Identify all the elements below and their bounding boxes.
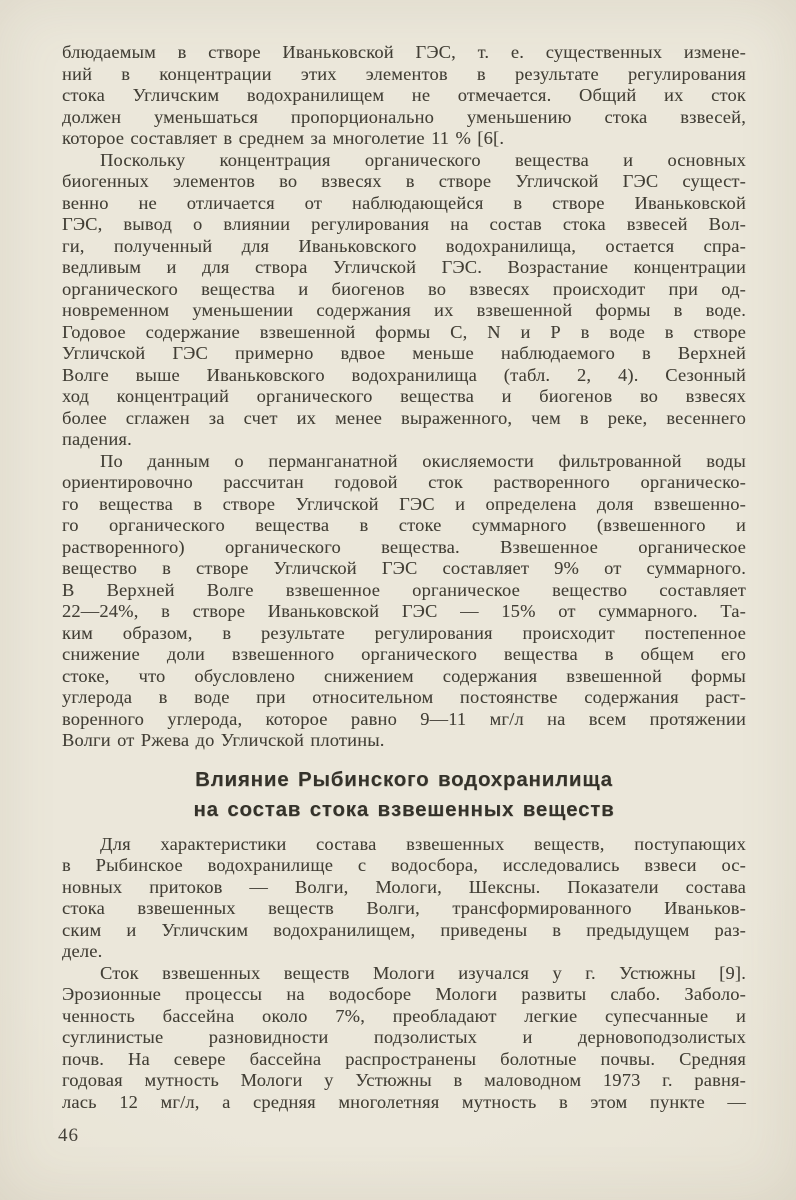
paragraph <box>62 834 746 963</box>
text-line: стоке, что обусловлено снижением содержания взвешенной формы <box>62 665 746 686</box>
text-line: 22—24%, в створе Иваньковской ГЭС — 15% от суммарного. Та- <box>62 601 746 621</box>
text-line: Угличской ГЭС примерно вдвое меньше наблюдаемого в Верхней <box>62 343 746 363</box>
text-line: лась 12 мг/л, а средняя многолетняя мутность в этом пункте — <box>62 1091 746 1112</box>
text-line: Годовое содержание взвешенной формы С, N и Р в воде в створе <box>62 321 746 342</box>
text-line: ориентировочно рассчитан годовой сток растворенного органическо- <box>62 472 746 492</box>
text-line: Сток взвешенных веществ Мологи изучался у г. Устюжны [9]. <box>100 962 746 983</box>
text-block <box>62 42 746 1113</box>
text-line: падения. <box>62 429 132 449</box>
paragraph <box>62 451 746 752</box>
text-line: ким образом, в результате регулирования происходит постепенное <box>62 622 746 643</box>
text-line: должен уменьшаться пропорционально уменьшению стока взвесей, <box>62 106 746 127</box>
text-line: Волги от Ржева до Угличской плотины. <box>62 730 385 750</box>
text-line: ход концентраций органического вещества и биогенов во взвесях <box>62 386 746 406</box>
heading-line: Влияние Рыбинского водохранилища <box>195 767 613 791</box>
text-line: ведливым и для створа Угличской ГЭС. Возрастание концентрации <box>62 257 746 277</box>
text-line: вещество в створе Угличской ГЭС составляет 9% от суммарного. <box>62 558 746 578</box>
text-line: новременном уменьшении содержания их взвешенной формы в воде. <box>62 300 746 320</box>
text-line: ским и Угличским водохранилищем, приведены в предыдущем раз- <box>62 919 746 940</box>
paragraph <box>62 963 746 1114</box>
page-number: 46 <box>58 1125 79 1146</box>
text-line: которое составляет в среднем за многолетие 11 % [6[. <box>62 128 505 148</box>
text-line: По данным о перманганатной окисляемости фильтрованной воды <box>100 450 746 471</box>
text-line: суглинистые разновидности подзолистых и дерновоподзолистых <box>62 1027 746 1047</box>
text-line: снижение доли взвешенного органического вещества в общем его <box>62 644 746 664</box>
text-line: новных притоков — Волги, Мологи, Шексны. Показатели состава <box>62 876 746 897</box>
text-line: ги, полученный для Иваньковского водохранилища, остается спра- <box>62 235 746 256</box>
text-line: го органического вещества в стоке суммарного (взвешенного и <box>62 515 746 535</box>
text-line: более сглажен за счет их менее выраженного, чем в реке, весеннего <box>62 407 746 428</box>
text-line: органического вещества и биогенов во взвесях происходит при од- <box>62 278 746 299</box>
text-line: стока взвешенных веществ Волги, трансформированного Иваньков- <box>62 898 746 918</box>
section-heading <box>62 765 746 825</box>
text-line: венно не отличается от наблюдающейся в створе Иваньковской <box>62 192 746 213</box>
text-line: блюдаемым в створе Иваньковской ГЭС, т. е. существенных измене- <box>62 42 746 62</box>
text-line: ченность бассейна около 7%, преобладают легкие супесчанные и <box>62 1005 746 1026</box>
text-line: Эрозионные процессы на водосборе Мологи развиты слабо. Заболо- <box>62 984 746 1004</box>
text-line: Поскольку концентрация органического вещества и основных <box>100 149 746 170</box>
text-line: в Рыбинское водохранилище с водосбора, исследовались взвеси ос- <box>62 855 746 875</box>
text-line: Волге выше Иваньковского водохранилища (табл. 2, 4). Сезонный <box>62 364 746 385</box>
text-line: ний в концентрации этих элементов в результате регулирования <box>62 63 746 84</box>
text-line: годовая мутность Мологи у Устюжны в маловодном 1973 г. равня- <box>62 1070 746 1090</box>
text-line: почв. На севере бассейна распространены болотные почвы. Средняя <box>62 1048 746 1069</box>
paragraph <box>62 150 746 451</box>
heading-line: на состав стока взвешенных веществ <box>193 797 615 821</box>
text-line: воренного углерода, которое равно 9—11 мг/л на всем протяжении <box>62 708 746 729</box>
text-line: го вещества в створе Угличской ГЭС и определена доля взвешенно- <box>62 493 746 514</box>
text-line: В Верхней Волге взвешенное органическое вещество составляет <box>62 579 746 600</box>
text-line: ГЭС, вывод о влиянии регулирования на состав стока взвесей Вол- <box>62 214 746 234</box>
text-line: стока Угличским водохранилищем не отмечается. Общий их сток <box>62 85 746 105</box>
text-line: деле. <box>62 941 103 961</box>
paragraph <box>62 42 746 150</box>
text-line: углерода в воде при относительном постоянстве содержания раст- <box>62 687 746 707</box>
text-line: биогенных элементов во взвесях в створе Угличской ГЭС сущест- <box>62 171 746 191</box>
text-line: растворенного) органического вещества. Взвешенное органическое <box>62 536 746 557</box>
text-line: Для характеристики состава взвешенных веществ, поступающих <box>100 833 746 854</box>
